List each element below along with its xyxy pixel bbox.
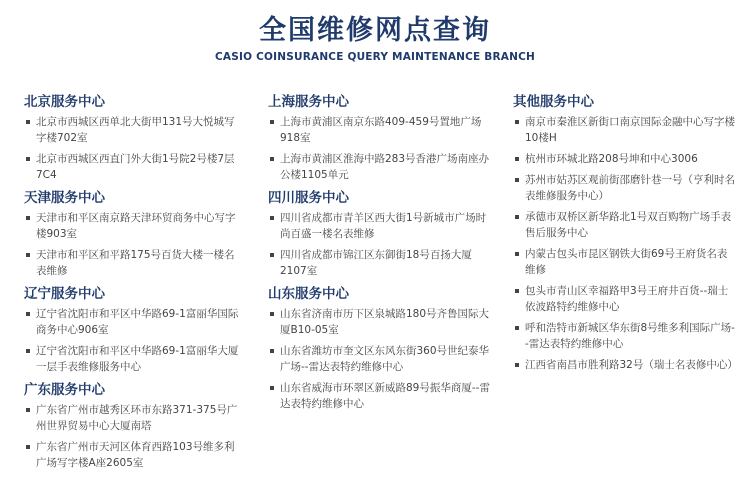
section-sichuan xyxy=(268,188,490,279)
section-liaoning xyxy=(24,284,242,375)
section-title: 其他服务中心 xyxy=(513,94,594,110)
address-item: 广东省广州市天河区体育西路103号维多利广场写字楼A座2605室 xyxy=(24,439,242,471)
address-item: 山东省济南市历下区泉城路180号齐鲁国际大厦B10-05室 xyxy=(268,306,490,338)
address-item: 上海市黄浦区南京东路409-459号置地广场918室 xyxy=(268,114,490,146)
square-bullet-icon xyxy=(270,157,274,161)
square-bullet-icon xyxy=(515,215,519,219)
address-item: 呼和浩特市新城区华东街8号维多利国际广场--雷达表特约维修中心 xyxy=(513,320,735,352)
address-item: 天津市和平区南京路天津环贸商务中心写字楼903室 xyxy=(24,210,242,242)
square-bullet-icon xyxy=(26,216,30,220)
square-bullet-icon xyxy=(270,349,274,353)
column-left xyxy=(24,92,242,476)
square-bullet-icon xyxy=(270,216,274,220)
section-title: 辽宁服务中心 xyxy=(24,286,105,302)
address-item: 包头市青山区幸福路甲3号王府井百货--瑞士依波路特约维修中心 xyxy=(513,283,735,315)
section-shanghai xyxy=(268,92,490,183)
square-bullet-icon xyxy=(26,120,30,124)
page-title: 全国维修网点查询 xyxy=(259,15,491,46)
address-item: 辽宁省沈阳市和平区中华路69-1富丽华国际商务中心906室 xyxy=(24,306,242,338)
square-bullet-icon xyxy=(26,408,30,412)
address-item: 四川省成都市锦江区东御街18号百扬大厦2107室 xyxy=(268,247,490,279)
address-item: 北京市西城区西直门外大街1号院2号楼7层7C4 xyxy=(24,151,242,183)
address-item: 南京市秦淮区新街口南京国际金融中心写字楼10楼H xyxy=(513,114,735,146)
section-title: 四川服务中心 xyxy=(268,190,349,206)
section-tianjin xyxy=(24,188,242,279)
section-shandong xyxy=(268,284,490,412)
address-item: 山东省威海市环翠区新威路89号振华商厦--雷达表特约维修中心 xyxy=(268,380,490,412)
square-bullet-icon xyxy=(515,157,519,161)
section-other xyxy=(513,92,738,373)
square-bullet-icon xyxy=(515,252,519,256)
square-bullet-icon xyxy=(270,312,274,316)
address-item: 苏州市姑苏区观前街邵磨针巷一号（亨利时名表维修服务中心） xyxy=(513,172,735,204)
address-item: 上海市黄浦区淮海中路283号香港广场南座办公楼1105单元 xyxy=(268,151,490,183)
section-title: 天津服务中心 xyxy=(24,190,105,206)
section-beijing xyxy=(24,92,242,183)
page-subtitle: CASIO COINSURANCE QUERY MAINTENANCE BRANCH xyxy=(215,51,535,63)
address-item: 辽宁省沈阳市和平区中华路69-1富丽华大厦一层手表维修服务中心 xyxy=(24,343,242,375)
square-bullet-icon xyxy=(515,120,519,124)
square-bullet-icon xyxy=(515,178,519,182)
square-bullet-icon xyxy=(26,157,30,161)
section-title: 上海服务中心 xyxy=(268,94,349,110)
section-guangdong xyxy=(24,380,242,471)
address-item: 山东省潍坊市奎文区东风东街360号世纪泰华广场--雷达表特约维修中心 xyxy=(268,343,490,375)
square-bullet-icon xyxy=(515,363,519,367)
column-right xyxy=(513,92,738,378)
square-bullet-icon xyxy=(26,349,30,353)
square-bullet-icon xyxy=(270,253,274,257)
square-bullet-icon xyxy=(26,312,30,316)
address-item: 杭州市环城北路208号坤和中心3006 xyxy=(513,151,735,167)
address-item: 江西省南昌市胜利路32号（瑞士名表修中心） xyxy=(513,357,735,373)
square-bullet-icon xyxy=(515,289,519,293)
square-bullet-icon xyxy=(270,386,274,390)
square-bullet-icon xyxy=(270,120,274,124)
address-item: 天津市和平区和平路175号百货大楼一楼名表维修 xyxy=(24,247,242,279)
square-bullet-icon xyxy=(26,445,30,449)
square-bullet-icon xyxy=(515,326,519,330)
section-title: 北京服务中心 xyxy=(24,94,105,110)
column-middle xyxy=(268,92,490,417)
address-item: 四川省成都市青羊区西大街1号新城市广场时尚百盛一楼名表维修 xyxy=(268,210,490,242)
address-item: 承德市双桥区新华路北1号双百购物广场手表售后服务中心 xyxy=(513,209,735,241)
address-item: 广东省广州市越秀区环市东路371-375号广州世界贸易中心大厦南塔 xyxy=(24,402,242,434)
square-bullet-icon xyxy=(26,253,30,257)
section-title: 广东服务中心 xyxy=(24,382,105,398)
section-title: 山东服务中心 xyxy=(268,286,349,302)
address-item: 北京市西城区西单北大街甲131号大悦城写字楼702室 xyxy=(24,114,242,146)
address-item: 内蒙古包头市昆区钢铁大街69号王府货名表维修 xyxy=(513,246,735,278)
